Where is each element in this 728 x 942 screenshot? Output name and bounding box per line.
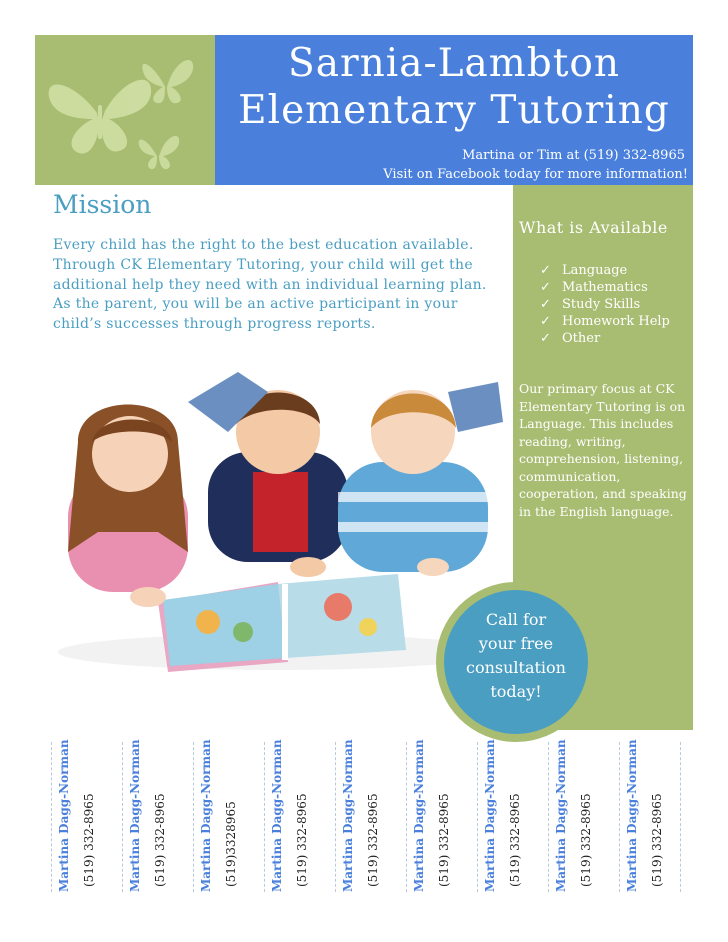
contact-line: Martina or Tim at (519) 332-8965 — [462, 148, 685, 163]
list-item-label: Study Skills — [562, 297, 641, 312]
tab-name: Martina Dagg-Norman — [412, 739, 426, 892]
tear-off-tab[interactable] — [335, 739, 396, 892]
page-title — [215, 40, 693, 134]
tear-off-tab[interactable] — [406, 739, 467, 892]
tear-off-tab[interactable] — [619, 739, 681, 892]
tear-off-tab[interactable] — [264, 739, 325, 892]
tab-name: Martina Dagg-Norman — [625, 739, 639, 892]
tab-name: Martina Dagg-Norman — [554, 739, 568, 892]
tab-name: Martina Dagg-Norman — [341, 739, 355, 892]
tab-phone: (519) 332-8965 — [153, 793, 167, 887]
tear-off-tabs — [51, 739, 681, 892]
call-line-4: today! — [490, 682, 542, 701]
check-icon: ✓ — [540, 280, 551, 295]
check-icon: ✓ — [540, 331, 551, 346]
mission-title: Mission — [53, 190, 152, 219]
check-icon: ✓ — [540, 263, 551, 278]
check-icon: ✓ — [540, 314, 551, 329]
call-to-action — [444, 608, 588, 704]
tab-phone: (519) 332-8965 — [295, 793, 309, 887]
tear-off-tab[interactable] — [193, 739, 254, 892]
tab-phone: (519) 332-8965 — [508, 793, 522, 887]
call-line-3: consultation — [466, 658, 566, 677]
tab-phone: (519) 332-8965 — [366, 793, 380, 887]
list-item — [540, 296, 670, 313]
list-item — [540, 262, 670, 279]
tab-phone: (519)3328965 — [224, 801, 238, 887]
tab-name: Martina Dagg-Norman — [199, 739, 213, 892]
butterfly-panel — [35, 35, 215, 185]
mission-text: Every child has the right to the best education available. Through CK Elementary Tutoring, your child will get the additional help they need with an individual learning plan. As the parent, you will be an active participant in your child’s successes through progress reports. — [53, 237, 487, 333]
facebook-line: Visit on Facebook today for more information! — [383, 167, 688, 182]
children-reading-photo — [38, 362, 513, 672]
list-item-label: Language — [562, 263, 628, 278]
list-item-label: Mathematics — [562, 280, 648, 295]
tab-name: Martina Dagg-Norman — [128, 739, 142, 892]
available-list — [540, 262, 670, 347]
tab-name: Martina Dagg-Norman — [270, 739, 284, 892]
list-item — [540, 313, 670, 330]
tab-phone: (519) 332-8965 — [579, 793, 593, 887]
tab-name: Martina Dagg-Norman — [57, 739, 71, 892]
list-item — [540, 330, 670, 347]
butterfly-icon — [35, 35, 215, 185]
tab-phone: (519) 332-8965 — [650, 793, 664, 887]
tear-off-tab[interactable] — [51, 739, 112, 892]
tab-name: Martina Dagg-Norman — [483, 739, 497, 892]
tear-off-tab[interactable] — [477, 739, 538, 892]
title-line-2: Elementary Tutoring — [238, 88, 670, 133]
focus-text: Our primary focus at CK Elementary Tutoring is on Language. This includes reading, writing, comprehension, listening, communication, cooperation, and speaking in the English language. — [519, 381, 687, 519]
call-line-1: Call for — [485, 610, 547, 629]
tab-phone: (519) 332-8965 — [437, 793, 451, 887]
list-item — [540, 279, 670, 296]
check-icon: ✓ — [540, 297, 551, 312]
tear-off-tab[interactable] — [548, 739, 609, 892]
call-line-2: your free — [478, 634, 554, 653]
tear-off-tab[interactable] — [122, 739, 183, 892]
available-heading: What is Available — [519, 218, 668, 237]
tab-phone: (519) 332-8965 — [82, 793, 96, 887]
list-item-label: Other — [562, 331, 601, 346]
list-item-label: Homework Help — [562, 314, 670, 329]
title-line-1: Sarnia-Lambton — [288, 41, 620, 86]
